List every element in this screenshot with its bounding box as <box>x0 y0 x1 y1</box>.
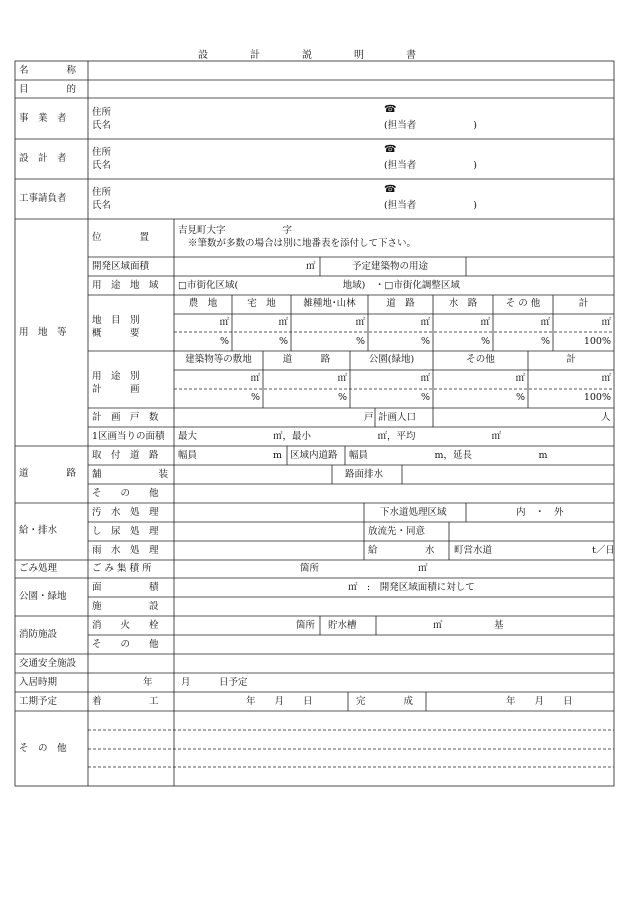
use-plan-header: 公園(緑地) <box>368 354 415 365</box>
label-land: 用 地 等 <box>19 327 67 338</box>
land-summary-header: 水 路 <box>448 298 478 309</box>
night-soil-label: し 尿 処 理 <box>92 526 159 537</box>
land-summary-area-unit: ㎡ <box>480 317 490 328</box>
label-name: 名 称 <box>19 65 77 76</box>
use-plan-pct-unit: % <box>337 392 347 403</box>
finish-label: 完 成 <box>356 696 414 707</box>
land-summary-pct-unit: % <box>480 336 490 347</box>
phone-icon: ☎ <box>384 104 397 115</box>
label-purpose: 目 的 <box>19 84 77 95</box>
garbage-point-label: ご み 集 積 所 <box>92 563 152 574</box>
land-summary-pct-unit: % <box>355 336 365 347</box>
access-road-label: 取 付 道 路 <box>92 450 159 461</box>
paving-label: 舗 装 <box>92 469 169 480</box>
use-plan-pct-unit: % <box>515 392 525 403</box>
use-plan-pct-unit: % <box>420 392 430 403</box>
label-park: 公園・緑地 <box>19 591 67 602</box>
access-road-width: 幅員 m <box>178 450 283 461</box>
land-summary-area-unit: ㎡ <box>601 317 611 328</box>
move-in-date: 年 月 日予定 <box>143 677 248 688</box>
discharge-label: 放流先・同意 <box>368 526 426 537</box>
designer-address-label: 住所 <box>92 147 112 158</box>
land-summary-pct-unit: 100% <box>583 336 611 347</box>
garbage-count-unit: 箇所 <box>300 563 320 574</box>
contractor-contact: (担当者 ) <box>384 200 477 211</box>
label-developer: 事 業 者 <box>19 113 67 124</box>
label-designer: 設 計 者 <box>19 153 67 164</box>
hydrant-count-unit: 箇所 <box>296 620 316 631</box>
label-water: 給・排水 <box>19 525 58 536</box>
document-title: 設 計 説 明 書 <box>198 50 432 61</box>
finish-date: 年 月 日 <box>506 696 573 707</box>
label-fire: 消防施設 <box>19 629 58 640</box>
use-plan-area-unit: ㎡ <box>420 373 430 384</box>
park-area-label: 面 積 <box>92 582 159 593</box>
park-area-text: ㎡ : 開発区域面積に対して <box>348 582 475 593</box>
land-summary-header: 農 地 <box>188 298 218 309</box>
inner-road-label: 区域内道路 <box>290 450 338 461</box>
drain-label: 路面排水 <box>345 469 384 480</box>
developer-contact: (担当者 ) <box>384 120 477 131</box>
land-summary-pct-unit: % <box>278 336 288 347</box>
tank-label: 貯水槽 <box>328 620 357 631</box>
use-plan-header: 計 <box>566 354 576 365</box>
planned-use-label: 予定建築物の用途 <box>352 261 429 272</box>
land-summary-header: 計 <box>578 298 589 309</box>
road-other-label: そ の 他 <box>92 488 159 499</box>
zone-text: □市街化区域( 地域) ・□市街化調整区域 <box>178 280 460 291</box>
lot-area-label: 1区画当りの面積 <box>92 431 165 442</box>
fire-other-label: そ の 他 <box>92 639 159 650</box>
land-summary-area-unit: ㎡ <box>420 317 430 328</box>
start-date: 年 月 日 <box>246 696 313 707</box>
dev-area-unit: ㎡ <box>306 261 316 272</box>
use-plan-header: 道 路 <box>282 354 331 365</box>
use-plan-area-unit: ㎡ <box>250 373 260 384</box>
label-traffic: 交通安全施設 <box>19 658 77 669</box>
label-contractor: 工事請負者 <box>19 193 67 204</box>
contractor-name-label: 氏名 <box>92 200 112 211</box>
label-schedule: 工期予定 <box>19 696 58 707</box>
phone-icon: ☎ <box>384 184 397 195</box>
garbage-area-unit: ㎡ <box>418 563 428 574</box>
phone-icon: ☎ <box>384 144 397 155</box>
use-plan-header: 建築物等の敷地 <box>185 354 252 365</box>
land-summary-header: 雑種地･山林 <box>303 298 356 309</box>
developer-address-label: 住所 <box>92 107 112 118</box>
hydrant-label: 消 火 栓 <box>92 620 159 631</box>
contractor-address-label: 住所 <box>92 187 112 198</box>
dev-area-label: 開発区域面積 <box>92 261 150 272</box>
label-move-in: 入居時期 <box>19 677 58 688</box>
tank-volume-unit: ㎥ <box>433 620 443 631</box>
land-summary-label: 地 目 別 概 要 <box>92 315 140 339</box>
rain-label: 雨 水 処 理 <box>92 545 159 556</box>
sewage-label: 汚 水 処 理 <box>92 507 159 518</box>
use-plan-pct-unit: % <box>250 392 260 403</box>
supply-label: 給 水 <box>368 545 435 556</box>
land-summary-pct-unit: % <box>540 336 550 347</box>
location-label: 位 置 <box>92 232 150 243</box>
town-water-label: 町営水道 <box>454 545 493 556</box>
households-label: 計 画 戸 数 <box>92 412 159 423</box>
label-garbage: ごみ処理 <box>19 563 58 574</box>
start-label: 着 工 <box>92 696 159 707</box>
land-summary-header: 宅 地 <box>247 298 276 309</box>
location-line1: 吉見町大字 字 <box>178 225 293 236</box>
land-summary-header: 道 路 <box>386 298 415 309</box>
land-summary-pct-unit: % <box>420 336 430 347</box>
label-other: そ の 他 <box>19 743 67 754</box>
inner-road-width: 幅員 m，延長 m <box>349 450 548 461</box>
sewer-in-out: 内 ・ 外 <box>516 507 564 518</box>
land-summary-pct-unit: % <box>219 336 229 347</box>
use-plan-label: 用 途 別 計 画 <box>92 371 140 395</box>
use-plan-area-unit: ㎡ <box>337 373 347 384</box>
land-summary-area-unit: ㎡ <box>219 317 229 328</box>
designer-name-label: 氏名 <box>92 160 112 171</box>
label-road: 道 路 <box>19 468 77 479</box>
use-plan-area-unit: ㎡ <box>515 373 525 384</box>
use-plan-area-unit: ㎡ <box>601 373 611 384</box>
use-plan-pct-unit: 100% <box>583 392 611 403</box>
developer-name-label: 氏名 <box>92 120 112 131</box>
location-note: ※筆数が多数の場合は別に地番表を添付して下さい。 <box>188 238 417 249</box>
land-summary-area-unit: ㎡ <box>278 317 288 328</box>
park-facility-label: 施 設 <box>92 601 159 612</box>
use-plan-header: その他 <box>466 354 495 365</box>
land-summary-header: そ の 他 <box>505 298 541 309</box>
zone-label: 用 途 地 域 <box>92 280 159 291</box>
households-unit: 戸 <box>364 412 374 423</box>
population-label: 計画人口 <box>378 412 417 423</box>
ton-per-day-unit: t／日 <box>592 545 615 556</box>
land-summary-area-unit: ㎡ <box>355 317 365 328</box>
population-unit: 人 <box>601 412 611 423</box>
tank-count-unit: 基 <box>494 620 504 631</box>
sewer-area-label: 下水道処理区域 <box>380 507 447 518</box>
land-summary-area-unit: ㎡ <box>540 317 550 328</box>
designer-contact: (担当者 ) <box>384 160 477 171</box>
lot-area-text: 最大 ㎡，最小 ㎡，平均 ㎡ <box>178 431 502 442</box>
